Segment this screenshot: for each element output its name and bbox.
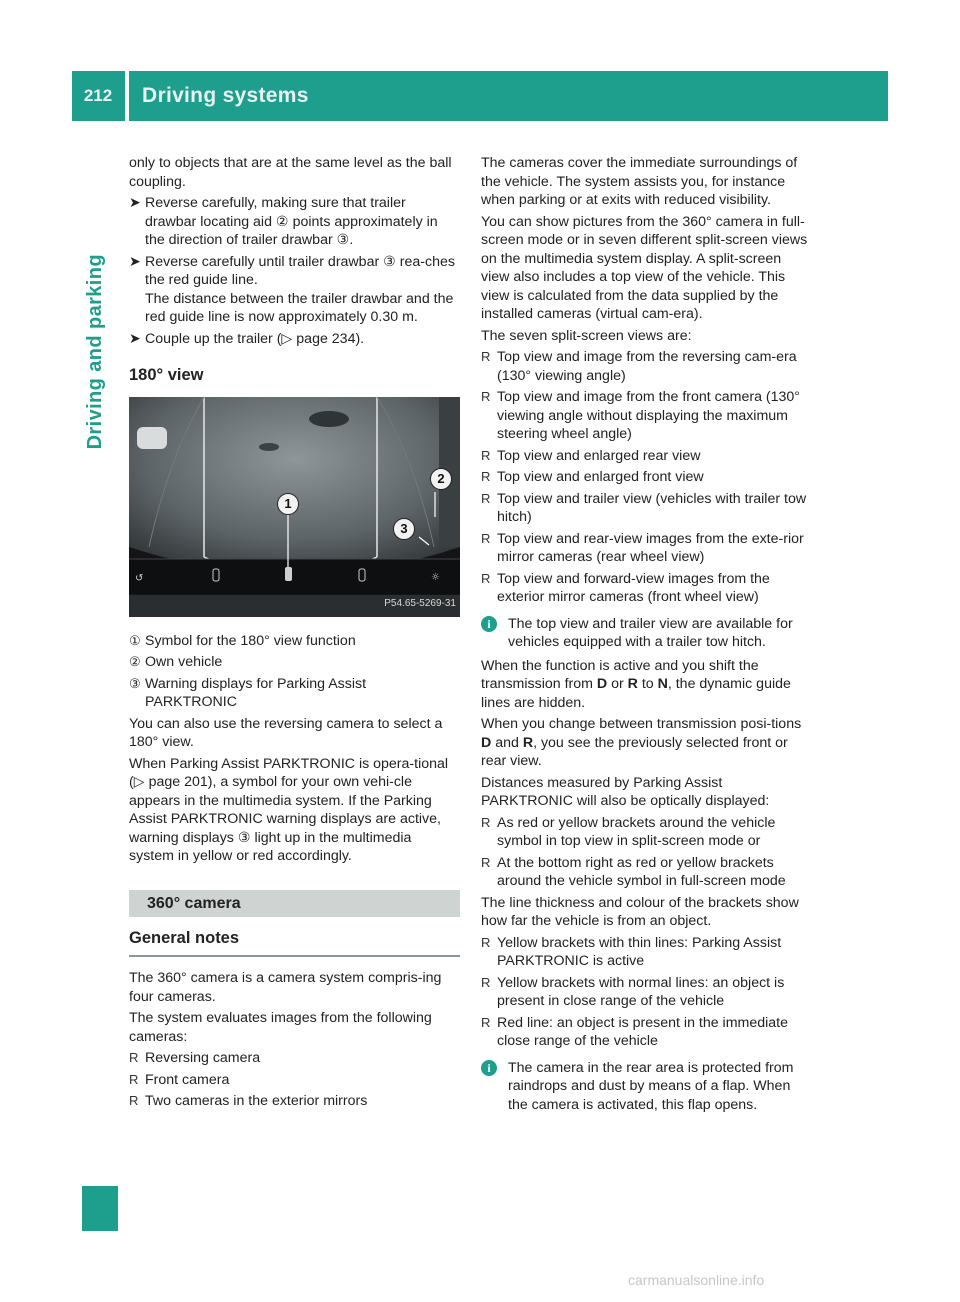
chapter-side-label: Driving and parking	[84, 254, 106, 450]
bullet-icon: R	[481, 389, 491, 404]
list-item-text: Reversing camera	[145, 1050, 261, 1066]
legend-text: Own vehicle	[145, 654, 223, 670]
list-item-text: Top view and trailer view (vehicles with trailer tow hitch)	[497, 490, 807, 525]
list-item	[481, 388, 813, 444]
callout-1: 1	[277, 493, 299, 515]
list-item	[481, 854, 813, 891]
bullet-icon: R	[129, 1050, 139, 1065]
legend-number: ①	[129, 632, 141, 648]
list-item-text: Two cameras in the exterior mirrors	[145, 1093, 368, 1109]
right-column	[481, 154, 813, 1119]
list-item	[481, 934, 813, 971]
bullet-icon: R	[481, 1014, 491, 1030]
step-item	[129, 194, 460, 250]
subheading-rule	[129, 955, 460, 957]
paragraph: The cameras cover the immediate surroundings of the vehicle. The system assists you, for instance when parking or at exits with reduced visibility.	[481, 155, 798, 208]
paragraph: When Parking Assist PARKTRONIC is opera-tional (▷ page 201), a symbol for your own vehi-cle appears in the multimedia system. If the Parking Assist PARKTRONIC warning displays are active, warning displays ③ light up in the multimedia system in yellow or red accordingly.	[129, 755, 449, 864]
paragraph: The line thickness and colour of the brackets show how far the vehicle is from an object.	[481, 894, 799, 929]
list-item	[129, 1092, 460, 1111]
page-title: Driving systems	[142, 84, 309, 107]
legend-number: ②	[129, 654, 141, 669]
legend-item	[129, 632, 460, 651]
list-item-text: Top view and image from the reversing cam-era (130° viewing angle)	[497, 349, 797, 384]
bullet-icon: R	[481, 349, 491, 364]
bullet-icon: R	[481, 530, 491, 546]
header-divider	[125, 71, 129, 121]
camera-image	[129, 397, 460, 617]
callout-3: 3	[393, 518, 415, 540]
list-item	[481, 468, 813, 487]
callout-2: 2	[430, 468, 452, 490]
page-header	[72, 71, 888, 121]
legend-item	[129, 675, 460, 712]
bullet-icon: R	[481, 490, 491, 506]
list-item-text: Yellow brackets with normal lines: an object is present in close range of the vehicle	[497, 974, 785, 1009]
list-item	[481, 530, 813, 567]
svg-text:↺: ↺	[135, 572, 144, 584]
info-icon: i	[481, 616, 497, 632]
bullet-icon: R	[481, 447, 491, 463]
paragraph: The system evaluates images from the following cameras:	[129, 1010, 432, 1045]
legend-number: ③	[129, 675, 141, 691]
info-icon: i	[481, 1060, 497, 1076]
list-item	[481, 814, 813, 851]
list-item	[481, 490, 813, 527]
legend-text: Warning displays for Parking Assist PARKTRONIC	[145, 675, 367, 710]
list-item-text: At the bottom right as red or yellow brackets around the vehicle symbol in full-screen mode	[497, 854, 786, 889]
bullet-icon: R	[481, 934, 491, 950]
list-item	[129, 1049, 460, 1068]
list-item-text: Top view and forward-view images from the exterior mirror cameras (front wheel view)	[497, 570, 770, 605]
info-text: The top view and trailer view are available for vehicles equipped with a trailer tow hitch.	[508, 615, 793, 650]
chapter-marker	[82, 1186, 118, 1231]
step-arrow-icon: ➤	[129, 253, 141, 270]
list-item-text: Red line: an object is present in the immediate close range of the vehicle	[497, 1014, 789, 1049]
paragraph: When the function is active and you shift the transmission from D or R to N, the dynamic guide lines are hidden.	[481, 657, 791, 711]
step-text: Couple up the trailer (▷ page 234).	[145, 330, 365, 347]
list-item-text: Yellow brackets with thin lines: Parking Assist PARKTRONIC is active	[497, 934, 782, 969]
bullet-icon: R	[129, 1093, 139, 1108]
step-text: Reverse carefully until trailer drawbar ③ rea-ches the red guide line.	[145, 253, 455, 288]
list-item	[481, 348, 813, 385]
paragraph: You can show pictures from the 360° camera in full-screen mode or in seven different split-screen views on the multimedia system display. A split-screen view also includes a top view of the vehicle. This view is calculated from the data supplied by the installed cameras (virtual cam-era).	[481, 213, 808, 322]
info-note	[481, 1059, 813, 1115]
page-number: 212	[83, 86, 113, 105]
bullet-icon: R	[481, 814, 491, 830]
step-item	[129, 330, 460, 349]
list-item-text: Top view and enlarged front view	[497, 469, 704, 485]
bullet-icon: R	[481, 974, 491, 990]
paragraph: The seven split-screen views are:	[481, 327, 692, 344]
bullet-icon: R	[481, 469, 491, 484]
section-title-360-camera: 360° camera	[129, 890, 460, 917]
paragraph: The 360° camera is a camera system compris-ing four cameras.	[129, 970, 442, 1005]
list-item-text: Top view and image from the front camera (130° viewing angle without displaying the maximum steering wheel angle)	[497, 389, 800, 442]
list-item-text: Top view and enlarged rear view	[497, 447, 701, 464]
list-item	[481, 974, 813, 1011]
watermark: carmanualsonline.info	[628, 1272, 765, 1288]
intro-text: only to objects that are at the same level as the ball coupling.	[129, 155, 452, 190]
image-reference: P54.65-5269-31	[384, 598, 456, 609]
subheading-general-notes: General notes	[129, 928, 240, 947]
list-item	[481, 447, 813, 466]
paragraph: When you change between transmission posi-tions D and R, you see the previously selected front or rear view.	[481, 716, 802, 769]
bullet-icon: R	[129, 1071, 139, 1087]
bullet-icon: R	[481, 570, 491, 586]
info-text: The camera in the rear area is protected from raindrops and dust by means of a flap. When the camera is activated, this flap opens.	[508, 1059, 794, 1113]
list-item	[481, 1014, 813, 1051]
list-item-text: Front camera	[145, 1071, 230, 1088]
paragraph: You can also use the reversing camera to select a 180° view.	[129, 715, 443, 750]
list-item	[481, 570, 813, 607]
list-item	[129, 1071, 460, 1090]
legend-text: Symbol for the 180° view function	[145, 632, 356, 649]
paragraph: Distances measured by Parking Assist PARKTRONIC will also be optically displayed:	[481, 774, 770, 809]
heading-180-view: 180° view	[129, 366, 204, 384]
list-item-text: As red or yellow brackets around the vehicle symbol in top view in split-screen mode or	[497, 814, 776, 849]
step-item	[129, 253, 460, 327]
list-item-text: Top view and rear-view images from the exte-rior mirror cameras (rear wheel view)	[497, 530, 804, 565]
bullet-icon: R	[481, 854, 491, 870]
svg-text:☼: ☼	[431, 571, 440, 583]
step-note: The distance between the trailer drawbar and the red guide line is now approximately 0.30 m.	[145, 290, 454, 325]
left-column	[129, 154, 460, 1114]
step-arrow-icon: ➤	[129, 330, 141, 347]
legend-item	[129, 653, 460, 672]
step-arrow-icon: ➤	[129, 195, 141, 211]
step-text: Reverse carefully, making sure that trailer drawbar locating aid ② points approximately in the direction of trailer drawbar ③.	[145, 195, 438, 248]
info-note	[481, 615, 813, 652]
